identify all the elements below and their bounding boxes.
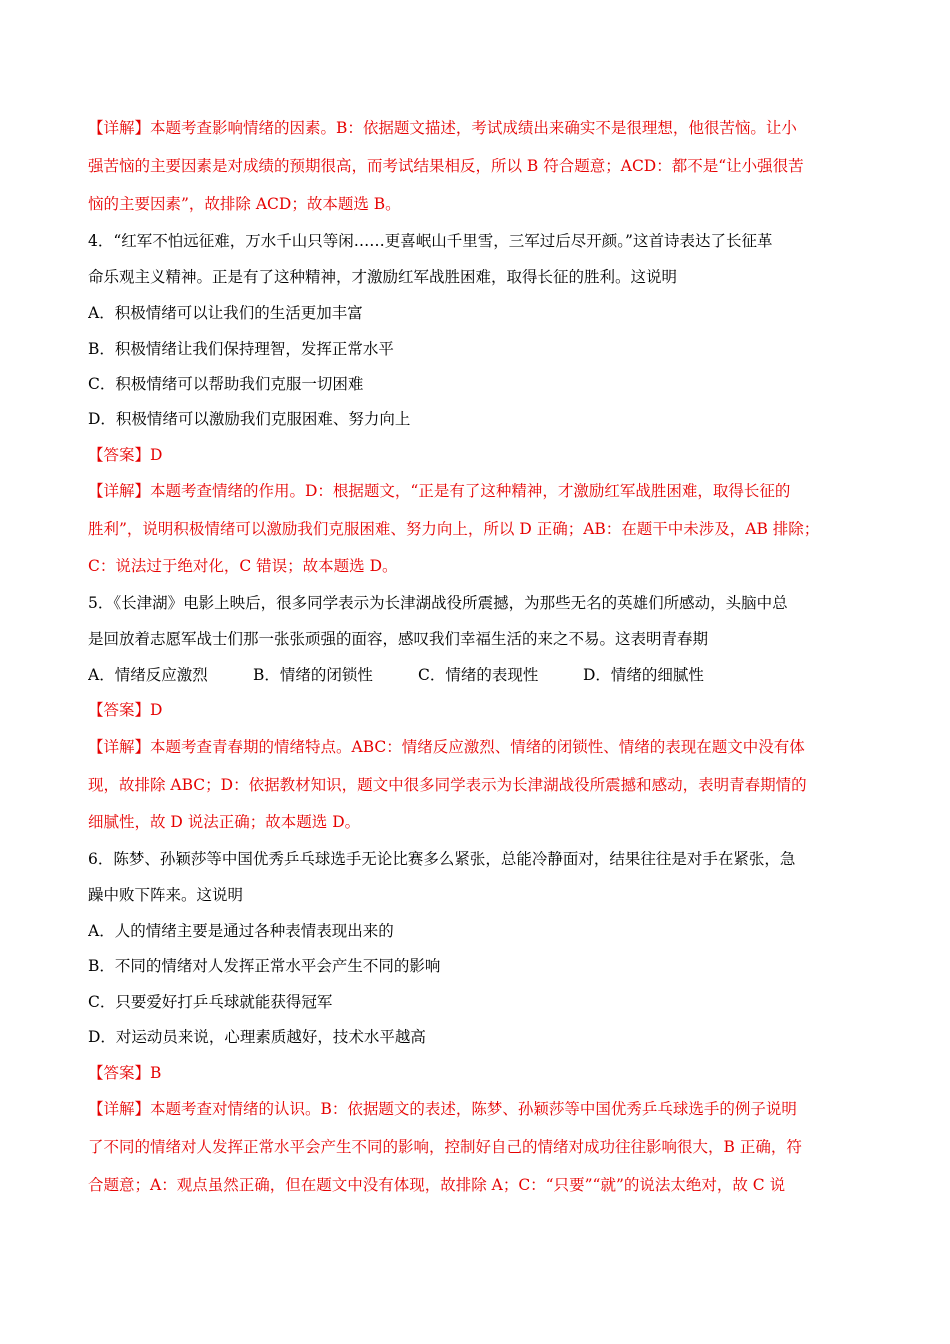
explanation-line: 【详解】本题考查影响情绪的因素。B：依据题文描述，考试成绩出来确实不是很理想，他很苦恼。让小 <box>88 119 797 137</box>
option-a: A．积极情绪可以让我们的生活更加丰富 <box>88 304 363 322</box>
explanation-line: 细腻性，故 D 说法正确；故本题选 D。 <box>88 813 361 831</box>
question-line: 是回放着志愿军战士们那一张张顽强的面容，感叹我们幸福生活的来之不易。这表明青春期 <box>88 630 709 648</box>
option-b: B．积极情绪让我们保持理智，发挥正常水平 <box>88 340 394 358</box>
option-d: D．积极情绪可以激励我们克服困难、努力向上 <box>88 410 411 428</box>
explanation-line: 强苦恼的主要因素是对成绩的预期很高，而考试结果相反，所以 B 符合题意；ACD：都不是“让小强很苦 <box>88 157 804 175</box>
answer-label: 【答案】D <box>88 446 163 464</box>
explanation-line: 了不同的情绪对人发挥正常水平会产生不同的影响，控制好自己的情绪对成功往往影响很大，B 正确，符 <box>88 1138 802 1156</box>
explanation-line: 现，故排除 ABC；D：依据教材知识，题文中很多同学表示为长津湖战役所震撼和感动，表明青春期情的 <box>88 776 807 794</box>
option-d: D．对运动员来说，心理素质越好，技术水平越高 <box>88 1028 426 1046</box>
option-c: C．情绪的表现性 <box>418 666 539 684</box>
question-line: 6．陈梦、孙颖莎等中国优秀乒乓球选手无论比赛多么紧张，总能冷静面对，结果往往是对手在紧张，急 <box>88 850 796 868</box>
option-a: A．人的情绪主要是通过各种表情表现出来的 <box>88 922 394 940</box>
question-line: 4．“红军不怕远征难，万水千山只等闲……更喜岷山千里雪，三军过后尽开颜。”这首诗表达了长征革 <box>88 232 773 250</box>
explanation-line: 【详解】本题考查青春期的情绪特点。ABC：情绪反应激烈、情绪的闭锁性、情绪的表现在题文中没有体 <box>88 738 805 756</box>
answer-label: 【答案】D <box>88 701 163 719</box>
question-line: 5．《长津湖》电影上映后，很多同学表示为长津湖战役所震撼，为那些无名的英雄们所感动，头脑中总 <box>88 594 788 612</box>
option-a: A．情绪反应激烈 <box>88 666 208 684</box>
explanation-line: C：说法过于绝对化，C 错误；故本题选 D。 <box>88 557 398 575</box>
option-c: C．积极情绪可以帮助我们克服一切困难 <box>88 375 364 393</box>
explanation-line: 合题意；A：观点虽然正确，但在题文中没有体现，故排除 A；C：“只要”“就”的说法太绝对，故 C 说 <box>88 1176 786 1194</box>
explanation-line: 【详解】本题考查对情绪的认识。B：依据题文的表述，陈梦、孙颖莎等中国优秀乒乓球选手的例子说明 <box>88 1100 797 1118</box>
option-d: D．情绪的细腻性 <box>583 666 704 684</box>
option-row <box>88 665 878 685</box>
explanation-line: 恼的主要因素”，故排除 ACD；故本题选 B。 <box>88 195 401 213</box>
question-line: 躁中败下阵来。这说明 <box>88 886 244 904</box>
option-c: C．只要爱好打乒乓球就能获得冠军 <box>88 993 333 1011</box>
explanation-line: 胜利”，说明积极情绪可以激励我们克服困难、努力向上，所以 D 正确；AB：在题干中未涉及，AB 排除； <box>88 520 820 538</box>
answer-label: 【答案】B <box>88 1064 162 1082</box>
option-b: B．情绪的闭锁性 <box>253 666 373 684</box>
explanation-line: 【详解】本题考查情绪的作用。D：根据题文，“正是有了这种精神，才激励红军战胜困难，取得长征的 <box>88 482 791 500</box>
question-line: 命乐观主义精神。正是有了这种精神，才激励红军战胜困难，取得长征的胜利。这说明 <box>88 268 678 286</box>
option-b: B．不同的情绪对人发挥正常水平会产生不同的影响 <box>88 957 441 975</box>
